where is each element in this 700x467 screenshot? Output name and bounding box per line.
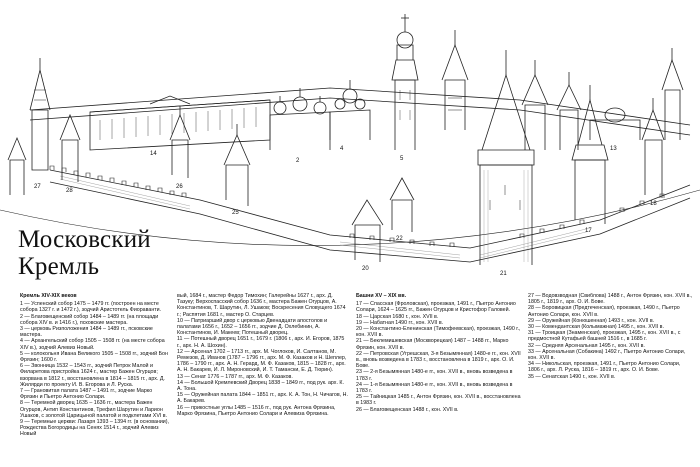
legend-item: 3 — церковь Ризположения 1484 – 1489 гг., псковские мастера.: [20, 326, 153, 339]
legend-item: 2 — Благовещенский собор 1484 – 1489 гг. (на площади собора XIV в. и 1416 г.), псковские мастера.: [20, 313, 159, 326]
legend-header-towers: Башни XV – XIX вв.: [356, 293, 407, 299]
label-14: 14: [150, 151, 157, 157]
legend-item: 6 — Звонница 1532 – 1543 гг., зодчий Петрок Малой и Филаретова пристройка 1624 г., мастер Бажен Огурцов; взорвана в 1812 г., восстановлена в 1814 – 1815 гг., арх. Д. Жилярди по проекту И. В. Егорова и Л. Руска.: [20, 363, 165, 388]
label-4: 4: [340, 146, 344, 152]
legend-item: 19 — Набатная 1490 гг., кон. XVII в.: [356, 319, 444, 326]
legend-item: 14 — Большой Кремлевский Дворец 1838 – 1849 гг., под рук. арх. К. А. Тона.: [177, 379, 344, 393]
page-title: [18, 226, 151, 280]
legend-item: 28 — Боровицкая (Предтеченская), проезжая, 1490 г., Пьетро Антонио Солари, кон. XVII в.: [528, 305, 680, 318]
legend-column-2: [177, 293, 349, 465]
legend-item: 22 — Петровская (Угрешская, 3-я Безымянная) 1480-е гг., кон. XVII в., вновь возведена в 1783 г., восстановлена в 1819 г., арх. О. И. Бове.: [356, 350, 521, 370]
legend-column-4: [528, 293, 693, 465]
label-21: 21: [500, 271, 507, 277]
legend-item: 4 — Архангельский собор 1505 – 1508 гг. (на месте собора XIV в.), зодчий Алевиз Новый.: [20, 338, 165, 351]
label-27: 27: [34, 184, 41, 190]
title-line-2: Кремль: [18, 253, 100, 280]
legend-header-kremlin: Кремль XIV-XIX веков: [20, 293, 77, 299]
legend-item: 35 — Сенатская 1490 г., кон. XVII в.: [528, 373, 616, 380]
legend-item: 8 — Теремной дворец 1635 – 1636 гг., мастера Бажен Огурцов, Антип Константинов, Трефил Шарутин и Ларион Ушаков, с золотой Царицыной палатой и подклетами XVI в.: [20, 400, 168, 419]
legend-item: 15 — Оружейная палата 1844 – 1851 гг., арх. К. А. Тон, Н. Чичагов, Н. А. Бакарев.: [177, 392, 348, 405]
label-22: 22: [396, 236, 403, 242]
legend-item: 9 — Теремные церкви: Лазаря 1393 – 1394 гг. (в основании), Рождества Богородицы на Сенях 1514 г., зодчий Алевиз Новый: [20, 419, 169, 438]
legend-item: 27 — Водовзводная (Свиблова) 1488 г., Антон Фрязин, кон. XVII в., 1805 г., 1819 г., арх. О. И. Бове.: [528, 293, 693, 306]
label-13: 13: [610, 146, 617, 152]
legend-item: 16 — прикостные углы 1485 – 1516 гг., под рук. Антона Фрязина, Марко Фрязина, Пьетро Антонио Солари и Алевиза Фрязина.: [177, 404, 336, 417]
legend-item: 33 — Арсенальная (Собакина) 1492 г., Пьетро Антонио Солари, кон. XVII в.: [528, 348, 686, 362]
legend-item: 31 — Троицкая (Знаменская), проезжая, 1495 г., кон. XVII в., с предмостной Кутафьей башней 1516 г., в 1685 г.: [528, 330, 681, 343]
label-28: 28: [66, 188, 73, 194]
legend-item: 26 — Благовещенская 1488 г., кон. XVII в.: [356, 406, 459, 413]
legend-item: 21 — Беклемишевская (Москворецкая) 1487 – 1488 гг., Марко Фрязин, кон. XVII в.: [356, 338, 509, 351]
legend-item: 13 — Сенат 1776 – 1787 гг., арх. М. Ф. Казаков.: [177, 373, 293, 380]
legend-item: 23 — 2-я Безымянная 1480-е гг., кон. XVII в., вновь возведена в 1783 г.: [356, 369, 513, 382]
legend-item: 5 — колокольня Ивана Великого 1505 – 1508 гг., зодчий Бон Фрязин; 1600 г.: [20, 350, 168, 364]
legend-item: 30 — Комендантская (Колымажная) 1495 г., кон. XVII в.: [528, 324, 664, 331]
label-5: 5: [400, 156, 404, 162]
legend-item: 12 — Арсенал 1702 – 1713 гг., арх. М. Чоглоков, И. Салтанов, М. Ремезов, Д. Иванов (1787 – 1796 гг., арх. М. Ф. Казаков и Н. Шеплер, 1786 – 1790 гг., арх. А. Н. Герард, М. Ф. Казаков, 1815 – 1828 гг., арх. А. Н. Бакарев, И. Л. Мироновский, И. Т. Тамански, Е. Д. Тюрин).: [177, 348, 347, 374]
title-line-1: Московский: [18, 226, 151, 253]
legend-item: 24 — 1-я Безымянная 1480-е гг., кон. XVII в., вновь возведена в 1783 г.: [356, 381, 513, 395]
legend-item: 20 — Константино-Еленинская (Тимофеевская), проезжая, 1490 г., кон. XVII в.: [356, 326, 521, 339]
label-17: 17: [585, 228, 592, 234]
legend-item: 11 — Потешный дворец 1651 г., 1679 г. (1806 г., арх. И. Егоров, 1875 г., арх. Н. А. Шохин).: [177, 336, 345, 349]
legend-item: 34 — Никольская, проезжая, 1491 г., Пьетро Антонио Солари, 1806 г., арх. Л. Руска, 1816 – 1819 гг., арх. О. И. Бове.: [528, 361, 681, 374]
legend-item: 1 — Успенский собор 1475 – 1479 гг. (построен на месте собора 1327 г. и 1472 г.), зодчий Аристотель Фиораванти.: [20, 301, 162, 314]
label-26: 26: [176, 184, 183, 190]
legend-item: 25 — Тайницкая 1485 г., Антон Фрязин, кон. XVII в., восстановлена в 1983 г.: [356, 394, 521, 407]
label-20: 20: [362, 266, 369, 272]
label-25: 25: [232, 210, 239, 216]
label-18: 18: [650, 201, 657, 207]
legend-item: 18 — Царская 1680 г., кон. XVII в.: [356, 313, 439, 320]
legend-column-3: [356, 293, 521, 465]
legend-item: вый, 1684 г., мастер Федор Тимохин; Галерейны 1627 г., арх. Д. Тазуку; Верхоспасский собор 1636 г., мастера Бажен Огурцов, А. Константинов, Т. Шарутин, Л. Ушаков; Воскресения Словущего 1674 г.; Распятия 1681 г., мастер О. Старцев.: [177, 293, 346, 318]
legend-item: 10 — Патриарший двор с церковью Двенадцати апостолов и палатами 1656 г., 1652 – 1656 гг., зодчие Д. Охлебинин, А. Константинов, И. Макеев; Потешный дворец.: [177, 317, 328, 337]
legend-column-1: [20, 293, 170, 465]
legend-item: 7 — Грановитая палата 1487 – 1491 гг., зодчие Марко Фрязин и Пьетро Антонио Солари.: [20, 388, 153, 401]
legend-item: 29 — Оружейная (Конюшенная) 1493 г., кон. XVII в.: [528, 317, 655, 324]
legend-item: 17 — Спасская (Фроловская), проезжая, 1491 г., Пьетро Антонио Солари, 1624 – 1625 гг., Бажен Огурцов и Кристофор Галовей.: [356, 301, 516, 314]
label-2: 2: [296, 158, 300, 164]
legend-item: 32 — Средняя Арсенальная 1495 г., кон. XVII в.: [528, 342, 645, 349]
